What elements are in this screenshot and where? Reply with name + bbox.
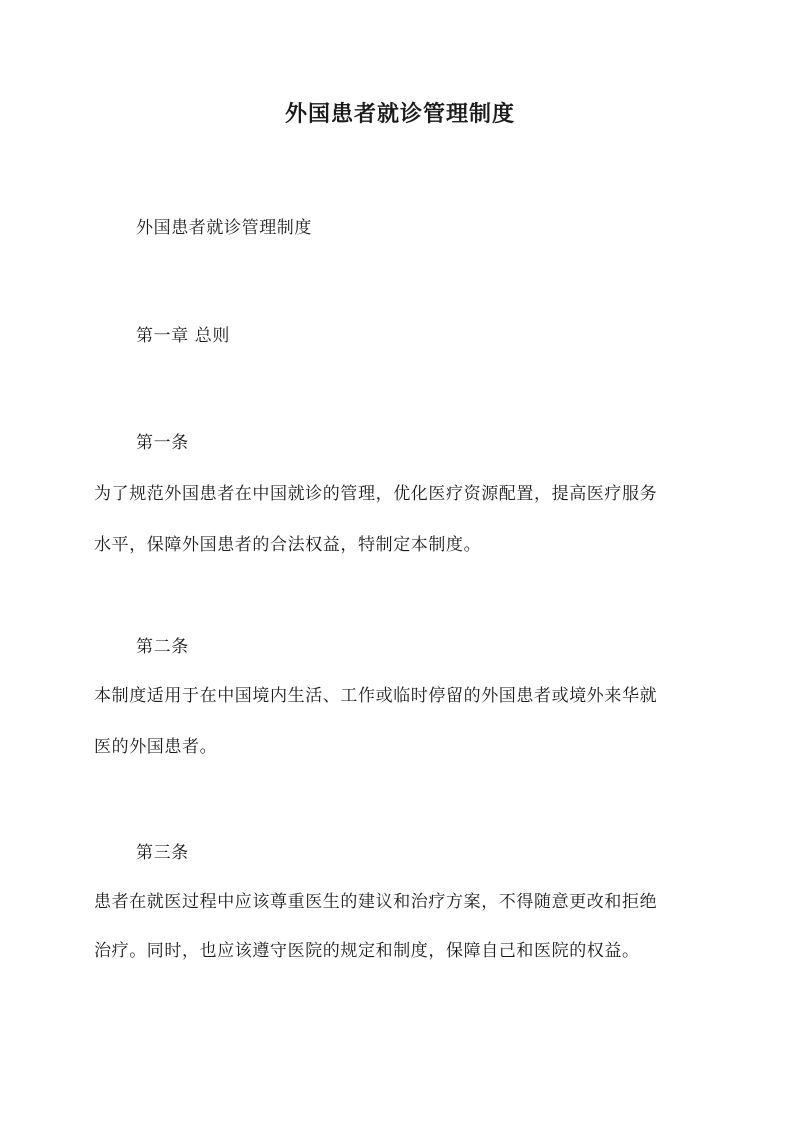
article-2-line-1: 本制度适用于在中国境内生活、工作或临时停留的外国患者或境外来华就 [94,686,658,706]
article-3-line-2: 治疗。同时，也应该遵守医院的规定和制度，保障自己和医院的权益。 [94,941,640,961]
article-1-line-1: 为了规范外国患者在中国就诊的管理，优化医疗资源配置，提高医疗服务 [94,484,658,504]
article-2-line-2: 医的外国患者。 [94,737,218,757]
document-title: 外国患者就诊管理制度 [284,101,515,127]
article-3-heading: 第三条 [136,843,189,863]
article-1-heading: 第一条 [136,433,189,453]
chapter-heading: 第一章 总则 [136,326,231,346]
article-1-line-2: 水平，保障外国患者的合法权益，特制定本制度。 [94,535,482,555]
article-3-line-1: 患者在就医过程中应该尊重医生的建议和治疗方案，不得随意更改和拒绝 [94,892,658,912]
article-2-heading: 第二条 [136,637,189,657]
document-subtitle: 外国患者就诊管理制度 [136,218,312,238]
